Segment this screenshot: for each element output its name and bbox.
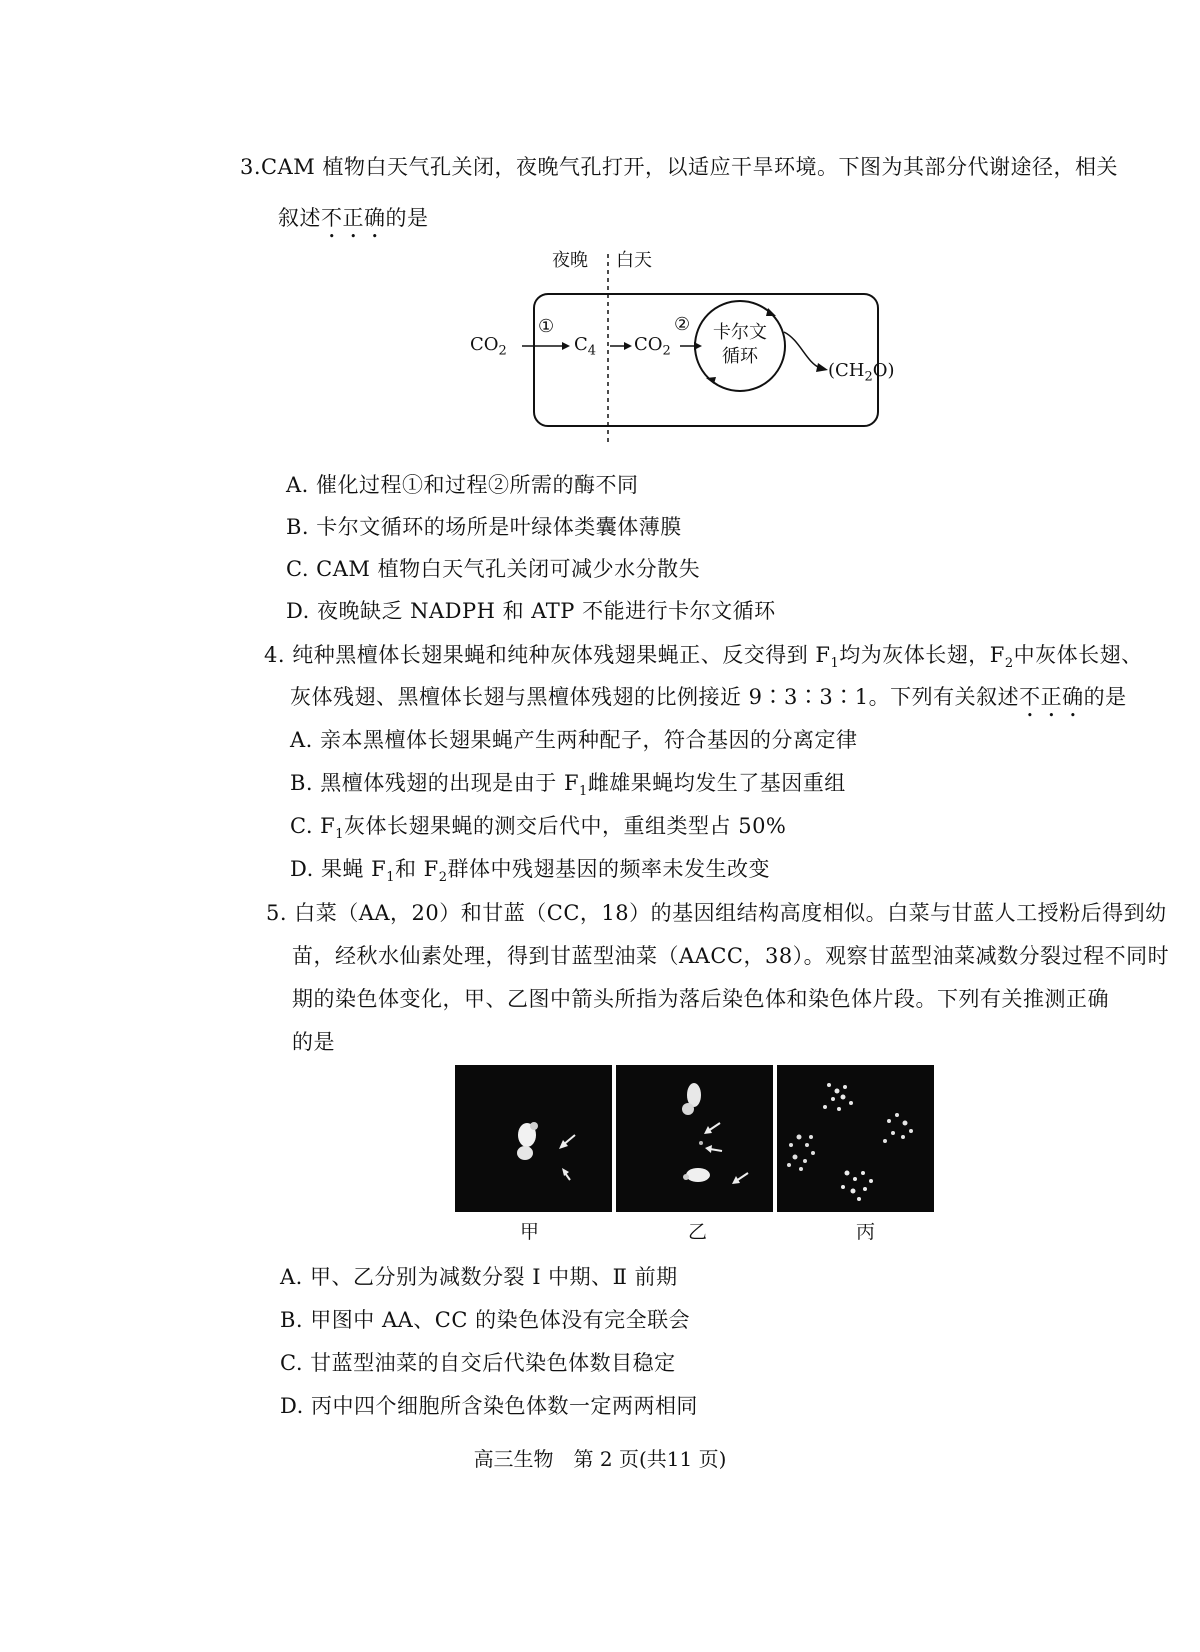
q4-option-c: C. $F_1$灰体长翅果蝇的测交后代中，重组类型占 50%	[290, 814, 787, 843]
q5-stem-line-4: 的是	[292, 1030, 335, 1054]
q4-option-a: A. 亲本黑檀体长翅果蝇产生两种配子，符合基因的分离定律	[290, 728, 858, 752]
chromosome-spot	[530, 1122, 538, 1130]
q3-stem-pre: 叙述	[278, 206, 321, 230]
arrow-to-product-head	[816, 363, 828, 372]
q5-stem-line-3: 期的染色体变化，甲、乙图中箭头所指为落后染色体和染色体片段。下列有关推测正确	[292, 987, 1109, 1011]
q3-stem-line-1: 3.CAM 植物白天气孔关闭，夜晚气孔打开，以适应干旱环境。下图为其部分代谢途径，相关	[240, 155, 1118, 179]
micrograph-jia	[455, 1065, 612, 1212]
arrow-to-product	[784, 332, 820, 368]
q3-option-a: A. 催化过程①和过程②所需的酶不同	[286, 473, 639, 497]
label-product: $(CH_2O)$	[828, 360, 895, 385]
q4-stem-line-2: 灰体残翅、黑檀体长翅与黑檀体残翅的比例接近 9∶3∶3∶1。下列有关叙述不正确的是	[290, 685, 1127, 709]
cell-left-chromosomes	[787, 1135, 815, 1172]
q3-option-d: D. 夜晚缺乏 NADPH 和 ATP 不能进行卡尔文循环	[286, 599, 776, 623]
q3-option-c: C. CAM 植物白天气孔关闭可减少水分散失	[286, 557, 701, 581]
cell-bottom-chromosomes	[841, 1171, 873, 1202]
label-c4: $C_4$	[574, 334, 597, 359]
chromosome-spot	[683, 1174, 689, 1180]
label-step2: ②	[674, 314, 691, 335]
chromosome-cluster	[682, 1103, 694, 1115]
panel-label-yi: 乙	[688, 1221, 708, 1243]
micrograph-bing-svg	[777, 1065, 934, 1212]
micrograph-bing	[777, 1065, 934, 1212]
cell-outline	[534, 294, 878, 426]
q3-stem-line-2	[278, 203, 429, 243]
micrograph-row	[455, 1065, 935, 1215]
q4-stem-emphasis: 不正确	[1019, 685, 1084, 709]
q5-option-d: D. 丙中四个细胞所含染色体数一定两两相同	[280, 1394, 698, 1418]
q4-option-b: B. 黑檀体残翅的出现是由于 $F_1$雌雄果蝇均发生了基因重组	[290, 771, 846, 800]
chromosome-fragment	[699, 1141, 703, 1145]
label-calvin-2: 循环	[722, 346, 758, 367]
chromosome-cluster	[517, 1146, 533, 1160]
q3-stem-post: 的是	[385, 206, 429, 230]
cell-right-chromosomes	[883, 1113, 913, 1143]
cam-pathway-diagram	[470, 250, 900, 450]
micrograph-yi-svg	[616, 1065, 773, 1212]
cell-top-chromosomes	[823, 1083, 853, 1111]
arrow-step1-head	[562, 342, 570, 350]
q5-option-c: C. 甘蓝型油菜的自交后代染色体数目稳定	[280, 1351, 676, 1375]
q5-stem-line-2: 苗，经秋水仙素处理，得到甘蓝型油菜（AACC，38）。观察甘蓝型油菜减数分裂过程不同时	[292, 944, 1170, 968]
panel-label-bing: 丙	[856, 1221, 876, 1243]
q5-stem-line-1: 5. 白菜（AA，20）和甘蓝（CC，18）的基因组结构高度相似。白菜与甘蓝人工授粉后得到幼	[266, 901, 1167, 925]
cam-pathway-svg	[470, 250, 900, 450]
micrograph-yi	[616, 1065, 773, 1212]
q5-option-a: A. 甲、乙分别为减数分裂 Ⅰ 中期、Ⅱ 前期	[280, 1265, 678, 1289]
panel-label-jia: 甲	[520, 1221, 540, 1243]
label-step1: ①	[538, 316, 555, 337]
q3-option-b: B. 卡尔文循环的场所是叶绿体类囊体薄膜	[286, 515, 682, 539]
page-footer: 高三生物 第 2 页(共11 页)	[473, 1447, 727, 1471]
q4-option-d: D. 果蝇 $F_1$和 $F_2$群体中残翅基因的频率未发生改变	[290, 857, 770, 886]
q4-stem-line-1: 4. 纯种黑檀体长翅果蝇和纯种灰体残翅果蝇正、反交得到 $F_1$均为灰体长翅，$F_2$中灰体长翅、	[264, 643, 1143, 672]
q5-option-b: B. 甲图中 AA、CC 的染色体没有完全联会	[280, 1308, 691, 1332]
arrow-c4-to-co2-head	[624, 342, 632, 350]
pointer-arrow-head	[705, 1145, 712, 1153]
label-night: 夜晚	[552, 250, 588, 271]
label-day: 白天	[616, 250, 652, 271]
micrograph-jia-svg	[455, 1065, 612, 1212]
chromosome-cluster	[686, 1168, 710, 1182]
pointer-arrow	[710, 1149, 722, 1151]
label-co2-left: $CO_2$	[470, 334, 507, 359]
label-co2-mid: $CO_2$	[634, 334, 671, 359]
label-calvin-1: 卡尔文	[713, 322, 767, 343]
q3-stem-emphasis: 不正确	[321, 206, 386, 230]
